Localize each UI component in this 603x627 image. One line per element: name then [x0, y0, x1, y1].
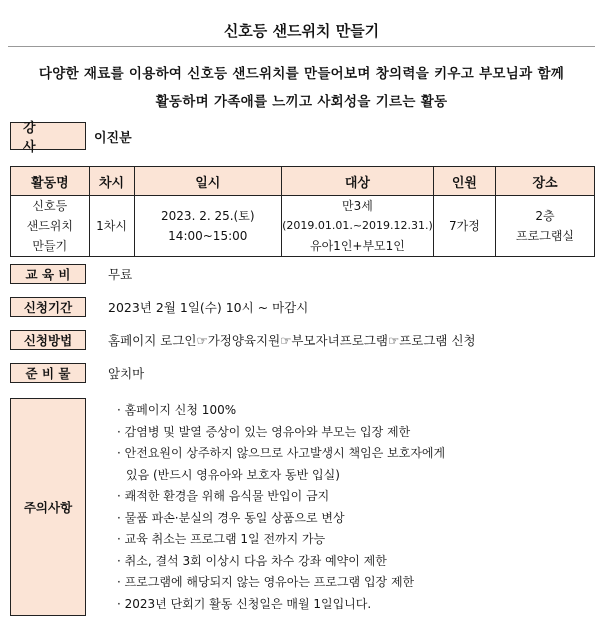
- table-row: [11, 196, 595, 257]
- period-value: 2023년 2월 1일(수) 10시 ~ 마감시: [108, 300, 309, 315]
- header-people: 인원: [433, 167, 495, 196]
- cell-people: 7가정: [433, 196, 495, 257]
- list-item: · 홈페이지 신청 100%: [117, 403, 237, 417]
- notes-list: [108, 400, 598, 615]
- header-session: 차시: [89, 167, 134, 196]
- list-item: · 취소, 결석 3회 이상시 다음 차수 강좌 예약이 제한: [117, 553, 387, 568]
- header-datetime: 일시: [134, 167, 282, 196]
- description-line: 활동하며 가족애를 느끼고 사회성을 기르는 활동: [155, 94, 448, 110]
- cell-activity: 신호등 샌드위치 만들기: [11, 196, 90, 257]
- cell-session: 1차시: [89, 196, 134, 257]
- cell-datetime: 2023. 2. 25.(토) 14:00~15:00: [134, 196, 282, 257]
- list-item: · 안전요원이 상주하지 않으므로 사고발생시 책임은 보호자에게: [117, 446, 446, 460]
- program-description: [6, 60, 597, 116]
- period-label: 신청기간: [10, 297, 86, 317]
- list-item: · 교육 취소는 프로그램 1일 전까지 가능: [117, 532, 326, 546]
- list-item: · 쾌적한 환경을 위해 음식물 반입이 금지: [117, 489, 330, 503]
- method-label: 신청방법: [10, 330, 86, 350]
- lecturer-name: 이진분: [94, 131, 132, 146]
- method-value: 홈페이지 로그인☞가정양육지원☞부모자녀프로그램☞프로그램 신청: [108, 333, 476, 348]
- cell-target: 만3세 (2019.01.01.~2019.12.31.) 유아1인+부모1인: [282, 196, 434, 257]
- cell-place: 2층 프로그램실: [496, 196, 595, 257]
- fee-value: 무료: [108, 267, 133, 282]
- header-target: 대상: [282, 167, 434, 196]
- fee-label: 교 육 비: [10, 264, 86, 284]
- title-divider: [8, 46, 595, 47]
- notes-label: 주의사항: [10, 398, 86, 616]
- header-activity: 활동명: [11, 167, 90, 196]
- list-item: · 2023년 단회기 활동 신청일은 매월 1일입니다.: [117, 596, 372, 611]
- list-item: 있음 (반드시 영유아와 보호자 동반 입실): [126, 467, 340, 482]
- list-item: · 감염병 및 발열 증상이 있는 영유아와 부모는 입장 제한: [117, 424, 411, 439]
- description-line: 다양한 재료를 이용하여 신호등 샌드위치를 만들어보며 창의력을 키우고 부모님과 함께: [38, 66, 565, 82]
- lecturer-label: 강 사: [10, 122, 86, 150]
- table-header-row: [11, 167, 595, 196]
- page-title: 신호등 샌드위치 만들기: [223, 22, 380, 40]
- supplies-label: 준 비 물: [10, 363, 86, 383]
- list-item: · 물품 파손·분실의 경우 동일 상품으로 변상: [117, 510, 345, 525]
- schedule-table: [10, 166, 595, 257]
- header-place: 장소: [496, 167, 595, 196]
- list-item: · 프로그램에 해당되지 않는 영유아는 프로그램 입장 제한: [117, 575, 415, 589]
- supplies-value: 앞치마: [108, 366, 145, 381]
